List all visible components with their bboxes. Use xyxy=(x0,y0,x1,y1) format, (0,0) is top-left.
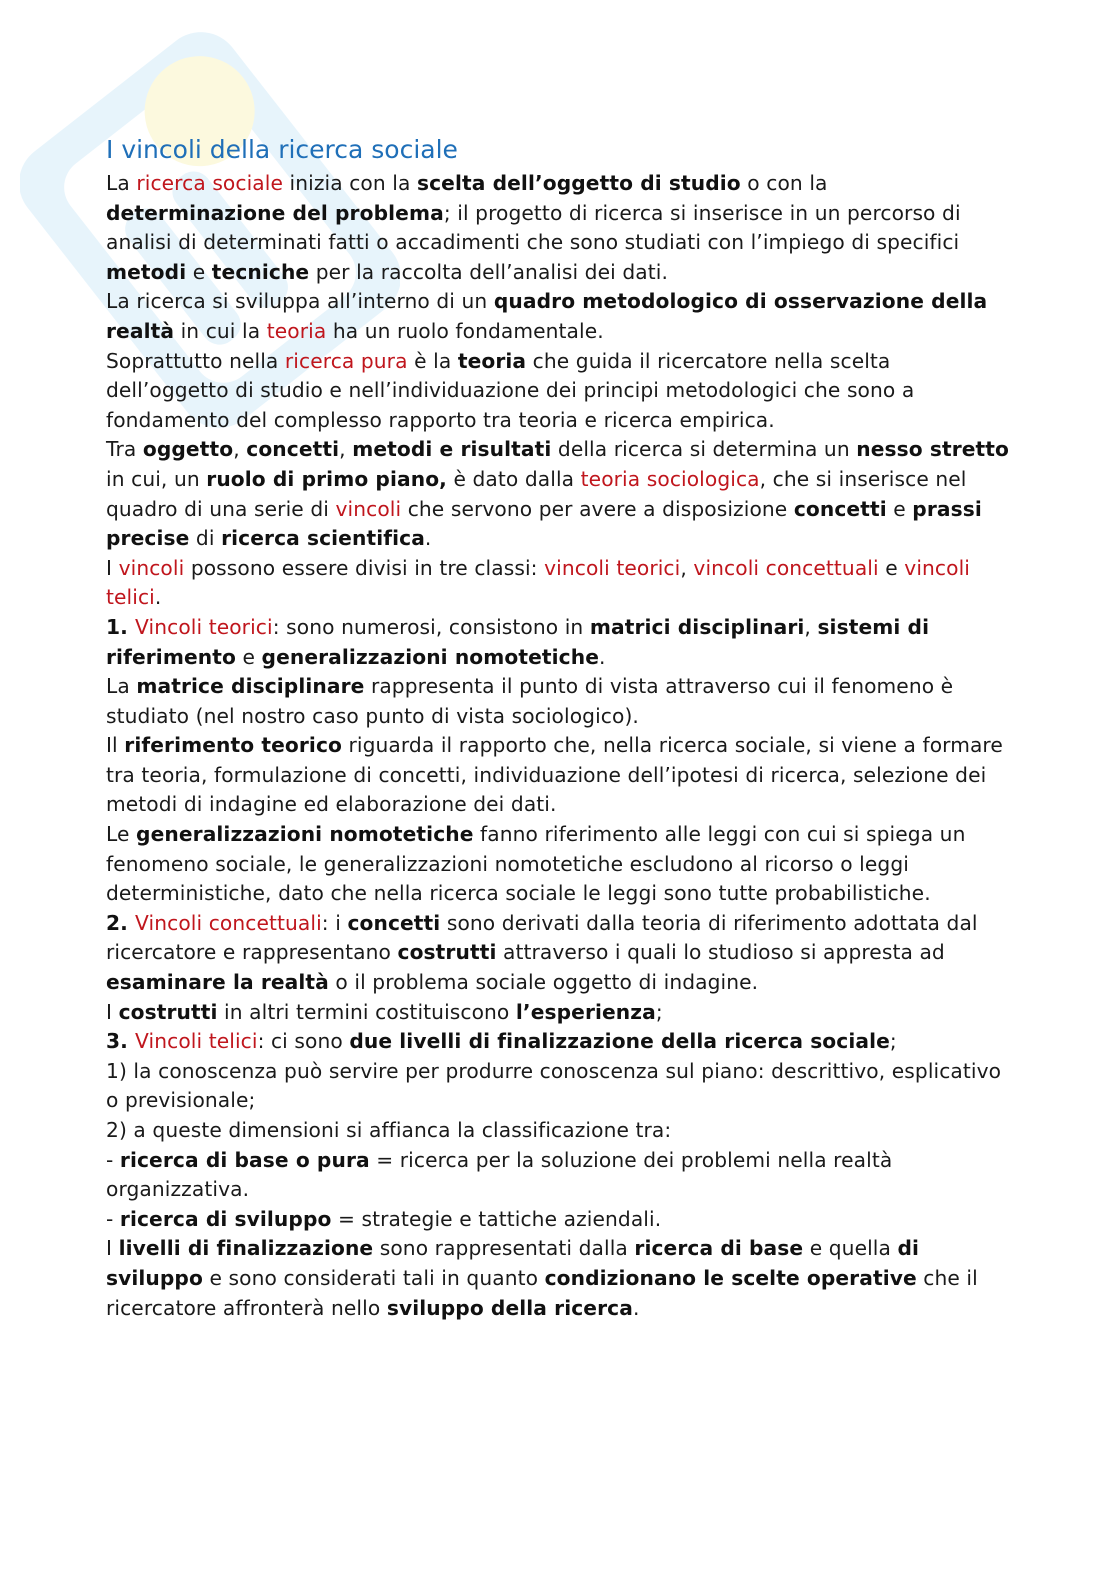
paragraph xyxy=(106,672,1011,731)
bold-term: tecniche xyxy=(211,259,310,284)
bold-term: determinazione del problema xyxy=(106,200,444,225)
text-run: Soprattutto nella xyxy=(106,348,285,373)
bold-term: costrutti xyxy=(397,940,497,965)
text-run: Tra xyxy=(106,437,143,462)
document-body xyxy=(106,169,1011,1323)
text-run: Le xyxy=(106,822,137,847)
text-run: . xyxy=(154,585,162,610)
bold-term: scelta dell’oggetto di studio xyxy=(416,171,741,195)
text-run: di xyxy=(189,526,222,551)
paragraph xyxy=(106,1234,1011,1323)
bold-term: metodi xyxy=(106,259,187,284)
bold-term: oggetto xyxy=(142,437,234,462)
bold-term: ricerca di sviluppo xyxy=(119,1206,332,1231)
text-run: - xyxy=(106,1147,120,1172)
text-run: per la raccolta dell’analisi dei dati. xyxy=(309,259,668,284)
bold-term: concetti xyxy=(347,910,441,935)
text-run: che guida il ricercatore nella scelta dell’oggetto di studio e nell’individuazione dei principi metodologici che sono a fondamento del complesso rapporto tra teoria e ricerca empirica. xyxy=(106,348,915,432)
text-run: in cui la xyxy=(174,318,267,343)
bold-term: matrice disciplinare xyxy=(136,674,365,699)
paragraph xyxy=(106,1146,1011,1205)
text-run: La ricerca si sviluppa all’interno di un xyxy=(106,289,494,314)
bold-term: sistemi di riferimento xyxy=(106,614,930,669)
text-run: è la xyxy=(407,348,458,373)
text-run: attraverso i quali lo studioso si appresta ad xyxy=(496,940,945,965)
bold-term: nesso stretto xyxy=(856,437,1010,462)
text-run: : ci sono xyxy=(257,1029,350,1054)
bold-term: 2. xyxy=(106,910,136,935)
text-run: riguarda il rapporto che, nella ricerca sociale, si viene a formare tra teoria, formulazione di concetti, individuazione dell’ipotesi di ricerca, selezione dei metodi di indagine ed elaborazione dei dati. xyxy=(106,733,1003,817)
paragraph xyxy=(106,1057,1011,1116)
text-run: è dato dalla xyxy=(446,466,581,491)
paragraph xyxy=(106,169,1011,287)
text-run: in altri termini costituiscono xyxy=(217,999,516,1024)
text-run: della ricerca si determina un xyxy=(551,437,857,462)
text-run: ; xyxy=(655,999,663,1024)
bold-term: concetti xyxy=(793,496,887,521)
text-run: ; il progetto di ricerca si inserisce in un percorso di analisi di determinati fatti o accadimenti che sono studiati con l’impiego di specifici xyxy=(106,200,961,255)
text-run: = strategie e tattiche aziendali. xyxy=(331,1206,662,1231)
paragraph xyxy=(106,554,1011,613)
paragraph xyxy=(106,347,1011,436)
text-run: rappresenta il punto di vista attraverso cui il fenomeno è studiato (nel nostro caso punto di vista sociologico). xyxy=(106,674,954,728)
highlighted-term: ricerca sociale xyxy=(136,171,283,195)
bold-term: condizionano le scelte operative xyxy=(544,1265,917,1290)
text-run: ha un ruolo fondamentale. xyxy=(326,318,604,343)
bold-term: livelli di finalizzazione xyxy=(118,1236,374,1261)
text-run: I xyxy=(106,999,119,1024)
highlighted-term: teoria sociologica xyxy=(580,466,760,491)
highlighted-term: vincoli teorici xyxy=(544,555,681,580)
bold-term: ricerca di base o pura xyxy=(119,1147,370,1172)
highlighted-term: vincoli concettuali xyxy=(693,555,879,580)
highlighted-term: vincoli xyxy=(118,555,185,580)
text-run: : i xyxy=(321,910,348,935)
text-run: La xyxy=(106,674,137,699)
text-run: La xyxy=(106,171,137,195)
text-run: 1) la conoscenza può servire per produrre conoscenza sul piano: descrittivo, esplicativo o previsionale; xyxy=(106,1058,1002,1113)
paragraph xyxy=(106,998,1011,1028)
bold-term: teoria xyxy=(457,348,527,373)
bold-term: generalizzazioni nomotetiche xyxy=(136,822,474,847)
paragraph xyxy=(106,287,1011,346)
text-run: . xyxy=(424,526,432,551)
text-run: che il ricercatore affronterà nello xyxy=(106,1265,978,1320)
text-run: . xyxy=(632,1295,640,1320)
text-run: e sono considerati tali in quanto xyxy=(202,1265,545,1290)
paragraph xyxy=(106,1205,1011,1235)
paragraph xyxy=(106,820,1011,909)
text-run: 2) a queste dimensioni si affianca la classificazione tra: xyxy=(106,1118,672,1142)
text-run: fanno riferimento alle leggi con cui si spiega un fenomeno sociale, le generalizzazioni nomotetiche escludono al ricorso o leggi deterministiche, dato che nella ricerca sociale le leggi sono tutte probabilistiche. xyxy=(106,822,966,906)
highlighted-term: Vincoli teorici xyxy=(135,614,273,639)
bold-term: l’esperienza xyxy=(515,999,656,1024)
bold-term: riferimento teorico xyxy=(124,733,342,758)
highlighted-term: teoria xyxy=(266,318,327,343)
bold-term: due livelli di finalizzazione della ricerca sociale xyxy=(349,1029,890,1054)
bold-term: esaminare la realtà xyxy=(106,970,329,995)
highlighted-term: ricerca pura xyxy=(284,348,408,373)
text-run: sono derivati dalla teoria di riferimento adottata dal ricercatore e rappresentano xyxy=(106,910,978,965)
text-run: possono essere divisi in tre classi: xyxy=(184,555,545,580)
text-run: I xyxy=(106,555,119,580)
paragraph xyxy=(106,909,1011,998)
text-run: in cui, un xyxy=(106,466,207,491)
text-run: o con la xyxy=(740,171,828,195)
text-run: , xyxy=(804,614,818,639)
highlighted-term: vincoli xyxy=(335,496,402,521)
paragraph xyxy=(106,435,1011,553)
text-run: inizia con la xyxy=(283,171,417,195)
text-run: o il problema sociale oggetto di indagine. xyxy=(328,970,759,995)
text-run: e xyxy=(878,555,905,580)
text-run: e xyxy=(886,496,913,521)
highlighted-term: Vincoli telici xyxy=(135,1029,258,1054)
paragraph xyxy=(106,1116,1011,1146)
bold-term: ruolo di primo piano, xyxy=(206,466,447,491)
text-run: ; xyxy=(889,1029,897,1054)
document-page xyxy=(106,134,1011,1323)
bold-term: di sviluppo xyxy=(106,1236,920,1290)
text-run: sono rappresentati dalla xyxy=(373,1236,635,1261)
text-run: e xyxy=(235,644,262,669)
paragraph xyxy=(106,613,1011,672)
text-run: I xyxy=(106,1236,119,1261)
text-run: e xyxy=(186,259,212,284)
text-run: . xyxy=(599,644,606,669)
text-run: , che si inserisce nel quadro di una serie di xyxy=(106,466,967,521)
bold-term: sviluppo della ricerca xyxy=(386,1295,633,1320)
paragraph xyxy=(106,731,1011,820)
text-run: che servono per avere a disposizione xyxy=(401,496,794,521)
highlighted-term: vincoli telici xyxy=(106,555,970,610)
highlighted-term: Vincoli concettuali xyxy=(135,910,322,935)
bold-term: ricerca scientifica xyxy=(221,526,425,551)
bold-term: prassi precise xyxy=(106,496,982,551)
page-title: I vincoli della ricerca sociale xyxy=(106,135,458,164)
bold-term: concetti xyxy=(246,437,340,462)
text-run: Il xyxy=(106,733,125,758)
text-run: , xyxy=(680,555,694,580)
text-run: e quella xyxy=(803,1236,898,1261)
text-run: , xyxy=(339,437,353,462)
text-run: : sono numerosi, consistono in xyxy=(272,614,590,639)
text-run: , xyxy=(233,437,247,462)
text-run: = ricerca per la soluzione dei problemi nella realtà organizzativa. xyxy=(106,1147,893,1202)
bold-term: matrici disciplinari xyxy=(589,614,805,639)
bold-term: 3. xyxy=(106,1029,136,1054)
bold-term: 1. xyxy=(106,614,136,639)
paragraph xyxy=(106,1027,1011,1057)
bold-term: costrutti xyxy=(118,999,218,1024)
bold-term: ricerca di base xyxy=(634,1236,804,1261)
bold-term: generalizzazioni nomotetiche xyxy=(261,644,600,669)
bold-term: metodi e risultati xyxy=(352,437,552,462)
text-run: - xyxy=(106,1206,120,1231)
bold-term: quadro metodologico di osservazione della realtà xyxy=(106,289,988,343)
